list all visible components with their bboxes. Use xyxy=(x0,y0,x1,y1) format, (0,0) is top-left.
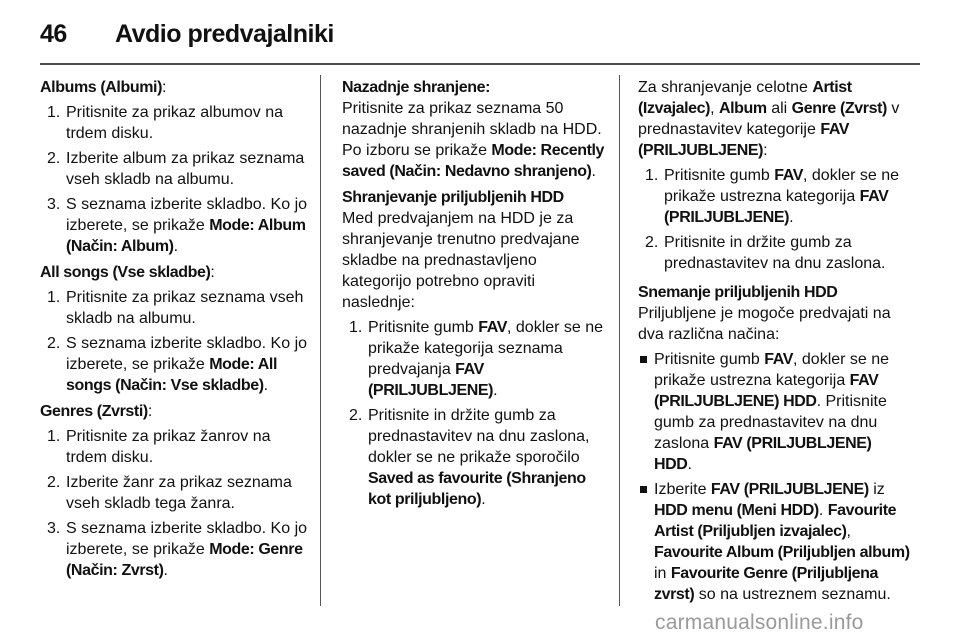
list-item: 2. S seznama izberite skladbo. Ko jo izberete, se prikaže Mode: All songs (Način: Vse skladbe). xyxy=(47,335,308,394)
bullet-square-icon xyxy=(640,486,647,493)
save-fav-steps xyxy=(342,317,610,510)
record-bullets xyxy=(638,349,910,605)
recent-heading: Nazadnje shranjene: xyxy=(342,79,491,96)
allsongs-heading: All songs (Vse skladbe): xyxy=(40,264,215,281)
intro-text: Za shranjevanje celotne Artist (Izvajalec), Album ali Genre (Zvrst) v prednastavitev kategorije FAV (PRILJUBLJENE): xyxy=(638,79,900,159)
column-divider-2 xyxy=(619,75,620,606)
list-item: 3. S seznama izberite skladbo. Ko jo izberete, se prikaže Mode: Album (Način: Album). xyxy=(47,196,308,255)
page-title: Avdio predvajalniki xyxy=(115,20,334,48)
list-item: Pritisnite gumb FAV, dokler se ne prikaže ustrezna kategorija FAV (PRILJUBLJENE) HDD. Pritisnite gumb za prednastavitev na dnu zaslona FAV (PRILJUBLJENE) HDD. xyxy=(638,349,910,475)
intro-steps xyxy=(638,165,910,274)
save-fav-text: Med predvajanjem na HDD je za shranjevanje trenutno predvajane skladbe na prednastavljeno kategorijo potrebno opraviti naslednje: xyxy=(342,210,580,311)
list-item: 1. Pritisnite za prikaz seznama vseh skladb na albumu. xyxy=(47,289,304,327)
genres-heading: Genres (Zvrsti): xyxy=(40,403,153,420)
list-item: 1. Pritisnite za prikaz albumov na trdem disku. xyxy=(47,104,283,142)
column-1 xyxy=(40,77,308,581)
list-item: 1. Pritisnite gumb FAV, dokler se ne prikaže ustrezna kategorija FAV (PRILJUBLJENE). xyxy=(645,167,900,226)
page-number: 46 xyxy=(40,20,67,48)
page-header xyxy=(40,12,920,56)
list-item: 3. S seznama izberite skladbo. Ko jo izberete, se prikaže Mode: Genre (Način: Zvrst). xyxy=(47,520,308,579)
bullet-square-icon xyxy=(640,356,647,363)
list-item: 2. Izberite žanr za prikaz seznama vseh skladb tega žanra. xyxy=(47,474,292,512)
list-item: 2. Izberite album za prikaz seznama vseh skladb na albumu. xyxy=(47,150,305,188)
list-item: 1. Pritisnite gumb FAV, dokler se ne prikaže kategorija seznama predvajanja FAV (PRILJUBLJENE). xyxy=(349,319,604,399)
albums-heading: Albums (Albumi): xyxy=(40,79,167,96)
list-item: Izberite FAV (PRILJUBLJENE) iz HDD menu (Meni HDD). Favourite Artist (Priljubljen izvajalec), Favourite Album (Priljubljen album) in Favourite Genre (Priljubljena zvrst) so na ustreznem seznamu. xyxy=(638,479,910,605)
watermark: carmanualsonline.info xyxy=(655,611,864,634)
record-text: Priljubljene je mogoče predvajati na dva različna načina: xyxy=(638,305,891,343)
list-item: 1. Pritisnite za prikaz žanrov na trdem disku. xyxy=(47,428,271,466)
list-item: 2. Pritisnite in držite gumb za prednastavitev na dnu zaslona. xyxy=(645,234,886,272)
save-fav-heading: Shranjevanje priljubljenih HDD xyxy=(342,189,564,206)
header-rule xyxy=(40,63,920,65)
column-3 xyxy=(638,77,910,605)
albums-steps xyxy=(40,102,308,257)
allsongs-steps xyxy=(40,287,308,396)
list-item: 2. Pritisnite in držite gumb za prednastavitev na dnu zaslona, dokler se ne prikaže sporočilo Saved as favourite (Shranjeno kot priljubljeno). xyxy=(349,407,590,508)
recent-text: Pritisnite za prikaz seznama 50 nazadnje shranjenih skladb na HDD. Po izboru se prikaže Mode: Recently saved (Način: Nedavno shranjeno). xyxy=(342,100,605,180)
genres-steps xyxy=(40,426,308,581)
record-heading: Snemanje priljubljenih HDD xyxy=(638,284,838,301)
column-divider-1 xyxy=(320,75,321,606)
column-2 xyxy=(342,77,610,510)
